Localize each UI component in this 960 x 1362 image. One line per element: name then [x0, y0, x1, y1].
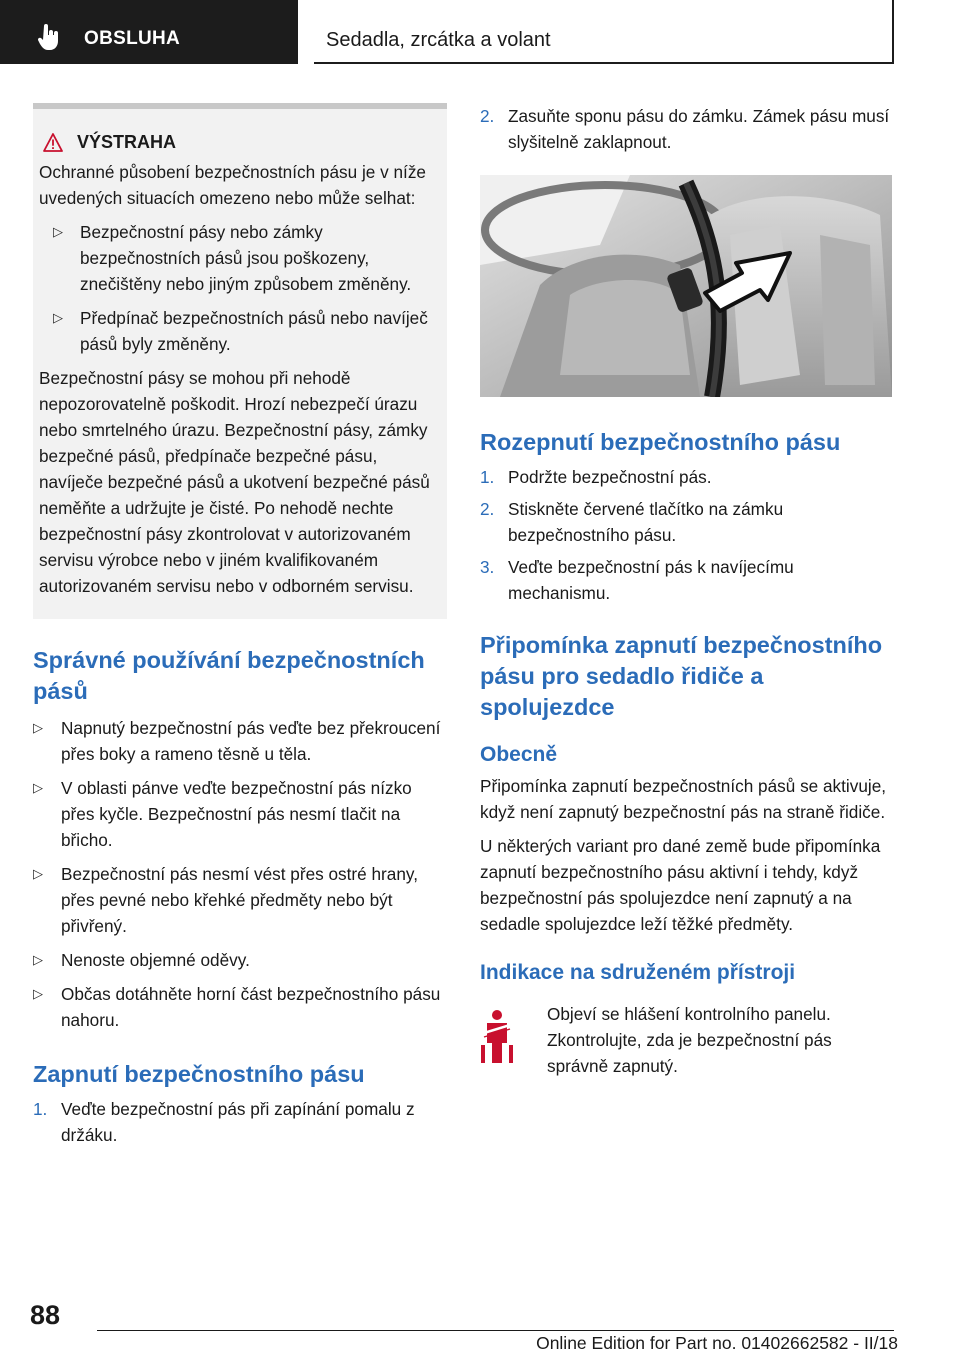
- step-text: Stiskněte červené tlačítko na zámku bezpečnostního pásu.: [508, 499, 784, 545]
- chapter-header: [314, 0, 894, 64]
- bullet-triangle-icon: ▷: [33, 986, 43, 1001]
- warning-bullet: [53, 219, 441, 297]
- bullet-triangle-icon: ▷: [33, 866, 43, 881]
- unfasten-step: [480, 464, 892, 490]
- step-number: 2.: [480, 499, 495, 519]
- usage-item-text: Nenoste objemné oděvy.: [61, 950, 250, 970]
- left-column: [33, 103, 447, 1148]
- fasten-step: [33, 1096, 447, 1148]
- section-header: [0, 0, 298, 64]
- warning-title: [43, 131, 441, 153]
- general-subheading: Obecně: [480, 743, 558, 766]
- warning-box: [33, 103, 447, 619]
- unfasten-heading: Rozepnutí bezpečnostního pásu: [480, 429, 841, 455]
- seatbelt-buckle-photo: [480, 175, 892, 397]
- cluster-text: Objeví se hlášení kontrolního panelu. Zkontrolujte, zda je bezpečnostní pás správně zapnutý.: [547, 1004, 832, 1076]
- bullet-triangle-icon: ▷: [33, 780, 43, 795]
- reminder-heading: Připomínka zapnutí bezpečnostního pásu pro sedadlo řidiče a spolujezdce: [480, 632, 883, 720]
- step-number: 2.: [480, 106, 495, 126]
- usage-item: [33, 861, 447, 939]
- step-text: Zasuňte sponu pásu do zámku. Zámek pásu musí slyšitelně zaklapnout.: [508, 106, 890, 152]
- usage-item: [33, 947, 447, 973]
- usage-item: [33, 981, 447, 1033]
- seatbelt-warning-icon: [480, 1009, 514, 1065]
- unfasten-step: [480, 496, 892, 548]
- bullet-triangle-icon: ▷: [53, 310, 63, 325]
- warning-label: VÝSTRAHA: [77, 131, 177, 152]
- step-text: Veďte bezpečnostní pás k navíjecímu mechanismu.: [508, 557, 794, 603]
- usage-item-text: Bezpečnostní pás nesmí vést přes ostré hrany, přes pevné nebo křehké předměty nebo být přivřený.: [61, 864, 418, 936]
- step-number: 1.: [480, 467, 495, 487]
- usage-item: [33, 775, 447, 853]
- usage-list: [33, 715, 447, 1033]
- fasten-step: [480, 103, 892, 155]
- indicator-icon-wrap: [480, 1001, 547, 1079]
- cluster-indicator: [480, 1001, 892, 1079]
- right-column: [480, 103, 892, 1079]
- usage-item-text: V oblasti pánve veďte bezpečnostní pás nízko přes kyčle. Bezpečnostní pás nesmí tlačit na břicho.: [61, 778, 412, 850]
- general-paragraph-2: U některých variant pro dané země bude připomínka zapnutí bezpečnostního pásu aktivní i tehdy, když bezpečnostní pás spolujezdce není zapnutý a na sedadle spolujezdce leží těžké předměty.: [480, 836, 881, 934]
- step-text: Veďte bezpečnostní pás při zapínání pomalu z držáku.: [61, 1099, 415, 1145]
- hand-pointer-icon: [38, 24, 60, 50]
- warning-bullet: [53, 305, 441, 357]
- bullet-triangle-icon: ▷: [53, 224, 63, 239]
- footer-divider: [97, 1330, 894, 1331]
- bullet-triangle-icon: ▷: [33, 720, 43, 735]
- warning-bullet-text: Bezpečnostní pásy nebo zámky bezpečnostních pásů jsou poškozeny, znečištěny nebo jiným způsobem změněny.: [80, 222, 412, 294]
- usage-item-text: Napnutý bezpečnostní pás veďte bez překroucení přes boky a rameno těsně u těla.: [61, 718, 441, 764]
- warning-bullet-text: Předpínač bezpečnostních pásů nebo navíječ pásů byly změněny.: [80, 308, 428, 354]
- cluster-subheading: Indikace na sdruženém přístroji: [480, 961, 796, 984]
- fasten-heading: Zapnutí bezpečnostního pásu: [33, 1061, 365, 1087]
- usage-heading: Správné používání bezpečnostních pásů: [33, 647, 425, 704]
- general-paragraph-1: Připomínka zapnutí bezpečnostních pásů se aktivuje, když není zapnutý bezpečnostní pás na straně řidiče.: [480, 776, 887, 822]
- step-number: 1.: [33, 1099, 48, 1119]
- step-number: 3.: [480, 557, 495, 577]
- unfasten-step: [480, 554, 892, 606]
- warning-body: Bezpečnostní pásy se mohou při nehodě nepozorovatelně poškodit. Hrozí nebezpečí úrazu nebo smrtelného úrazu. Bezpečnostní pásy, zámky bezpečné pásů, předpínače bezpečné pásu, navíječe bezpečné pásů a ukotvení bezpečné pásů neměňte a udržujte je čisté. Po nehodě nechte bezpečnostní pásy zkontrolovat v autorizovaném servisu výrobce nebo v jiném kvalifikovaném autorizovaném servisu nebo v odborném servisu.: [39, 368, 430, 596]
- page-number: 88: [30, 1300, 61, 1330]
- warning-triangle-icon: [43, 133, 63, 152]
- bullet-triangle-icon: ▷: [33, 952, 43, 967]
- usage-item: [33, 715, 447, 767]
- warning-intro: Ochranné působení bezpečnostních pásu je v níže uvedených situacích omezeno nebo může selhat:: [39, 162, 426, 208]
- usage-item-text: Občas dotáhněte horní část bezpečnostního pásu nahoru.: [61, 984, 441, 1030]
- section-title: OBSLUHA: [84, 28, 181, 49]
- step-text: Podržte bezpečnostní pás.: [508, 467, 712, 487]
- edition-note: Online Edition for Part no. 01402662582 - II/18: [536, 1333, 898, 1353]
- chapter-title: Sedadla, zrcátka a volant: [326, 29, 551, 51]
